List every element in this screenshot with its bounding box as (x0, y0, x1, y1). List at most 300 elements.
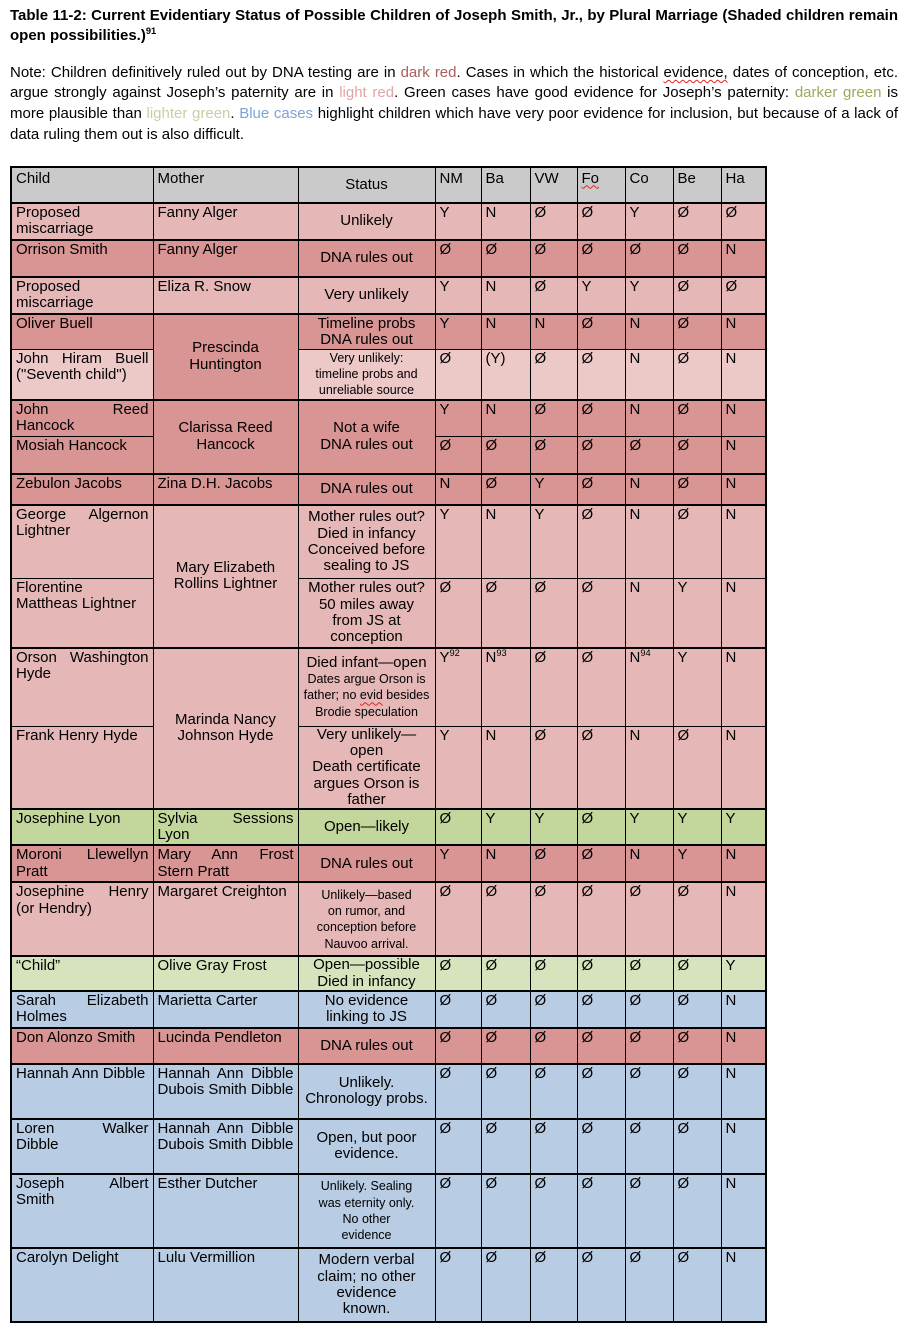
header-cell-vw (530, 167, 577, 203)
value-cell: Ø (673, 1028, 721, 1064)
header-label: NM (439, 169, 463, 187)
value-cell: Y (435, 203, 481, 240)
value-cell: Ø (625, 991, 673, 1028)
child-cell: John Reed Hancock (11, 400, 153, 437)
value-cell: Ø (481, 1248, 530, 1322)
mother-cell: Hannah Ann Dibble Dubois Smith Dibble (153, 1064, 298, 1119)
value-cell: Ø (530, 1248, 577, 1322)
value-cell: Ø (673, 437, 721, 474)
value-cell: Ø (673, 277, 721, 314)
value-cell: Ø (673, 474, 721, 505)
value-cell: N (481, 314, 530, 350)
status-text: Nauvoo arrival. (324, 936, 409, 951)
color-legend-text: lighter green (146, 105, 231, 123)
child-cell: Mosiah Hancock (11, 437, 153, 474)
status-text: No evidence (324, 992, 409, 1010)
status-text: Open—possible (313, 956, 420, 974)
status-text: unreliable source (318, 383, 415, 398)
header-label: Co (629, 169, 649, 187)
mother-cell: Mary Elizabeth Rollins Lightner (153, 505, 298, 648)
value-cell: Y (625, 277, 673, 314)
status-text: was eternity only. (318, 1195, 415, 1210)
value-cell: Ø (481, 882, 530, 956)
status-cell (298, 1064, 435, 1119)
value-cell: Y (530, 809, 577, 845)
value-cell: Ø (435, 350, 481, 400)
status-cell (298, 350, 435, 400)
header-label: Ha (725, 169, 745, 187)
value-cell: Ø (577, 314, 625, 350)
value-cell: Ø (530, 1174, 577, 1248)
child-cell: Moroni Llewellyn Pratt (11, 845, 153, 882)
value-cell: N (721, 1174, 766, 1248)
value-cell: Y (673, 579, 721, 648)
value-cell: N (721, 991, 766, 1028)
status-cell (298, 203, 435, 240)
color-legend-text: darker green (794, 84, 882, 102)
value-cell: Y (625, 203, 673, 240)
status-text: No other (342, 1211, 391, 1226)
value-cell: Ø (577, 727, 625, 809)
status-text: sealing to JS (323, 557, 410, 575)
value-cell: Ø (577, 240, 625, 277)
value-cell: N (721, 474, 766, 505)
value-cell: Ø (435, 1028, 481, 1064)
status-cell (298, 277, 435, 314)
value-cell: Ø (530, 956, 577, 990)
note-text: highlight children which have very poor evidence for inclusion, but because of a lack of data ruling them out is also difficult. (10, 105, 899, 143)
value-cell: N (435, 474, 481, 505)
table-row (11, 1028, 766, 1064)
mother-cell: Fanny Alger (153, 203, 298, 240)
status-text: Open—likely (323, 818, 410, 836)
header-cell-ha (721, 167, 766, 203)
mother-cell: Sylvia Sessions Lyon (153, 809, 298, 845)
value-cell: Ø (530, 1064, 577, 1119)
value-cell: Ø (577, 648, 625, 727)
status-text: Died in infancy (317, 524, 416, 542)
value-cell: Y (530, 505, 577, 579)
value-cell: Y (673, 648, 721, 727)
footnote-marker: 91 (145, 26, 157, 37)
child-cell: Zebulon Jacobs (11, 474, 153, 505)
value-cell: Y (673, 845, 721, 882)
value-cell: Ø (530, 845, 577, 882)
table-row (11, 882, 766, 956)
note-text: dates of conception, etc. argue strongly against Joseph’s paternity are in (10, 63, 898, 102)
header-cell-be (673, 167, 721, 203)
status-text: Conceived before (307, 540, 426, 558)
header-label: Child (16, 169, 51, 187)
status-text: on rumor, and (327, 904, 406, 919)
note-text: . Cases in which the historical (456, 63, 664, 81)
value-cell: Ø (625, 882, 673, 956)
mother-cell: Marinda Nancy Johnson Hyde (153, 648, 298, 809)
value-cell: Ø (481, 1064, 530, 1119)
value-cell: Y (435, 400, 481, 437)
status-text: Death certificate argues Orson is father (312, 758, 421, 808)
status-text: Very unlikely— (316, 726, 417, 744)
mother-cell: Lucinda Pendleton (153, 1028, 298, 1064)
value-cell: Ø (721, 203, 766, 240)
status-text: besides Brodie speculation (315, 688, 430, 719)
table-row (11, 956, 766, 990)
status-text: DNA rules out (320, 248, 413, 266)
value-cell: Ø (577, 882, 625, 956)
table-row (11, 579, 766, 648)
table-row (11, 203, 766, 240)
table-row (11, 845, 766, 882)
value-cell: Ø (577, 505, 625, 579)
value-cell: Y (435, 277, 481, 314)
value-cell: Y (721, 956, 766, 990)
child-cell: Hannah Ann Dibble (11, 1064, 153, 1119)
value-cell: Ø (530, 648, 577, 727)
status-cell (298, 882, 435, 956)
child-cell: “Child” (11, 956, 153, 990)
value-cell: Ø (577, 1119, 625, 1174)
value-cell: Ø (673, 314, 721, 350)
note-text: . Green cases have good evidence for Joseph’s paternity: (394, 84, 795, 102)
header-label: Fo (581, 169, 600, 187)
value-cell: Ø (435, 1064, 481, 1119)
value-cell: N (721, 350, 766, 400)
value-cell: Y (481, 809, 530, 845)
value-cell: Ø (577, 1028, 625, 1064)
value-cell: N (721, 579, 766, 648)
value-cell: Y (577, 277, 625, 314)
status-text: from JS at (332, 611, 401, 629)
value-cell: $N^{94}$ (625, 648, 673, 727)
value-cell: Ø (530, 579, 577, 648)
value-cell: Y (530, 474, 577, 505)
status-text: Very unlikely: (329, 351, 404, 366)
header-cell-ba (481, 167, 530, 203)
header-cell-mother (153, 167, 298, 203)
status-text: timeline probs and (315, 367, 418, 382)
value-cell: Ø (577, 1064, 625, 1119)
value-cell: Ø (673, 727, 721, 809)
value-cell: Ø (625, 1064, 673, 1119)
note-paragraph (10, 63, 898, 146)
status-text: Died in infancy (317, 972, 416, 990)
status-text: Mother rules out? (308, 508, 425, 526)
mother-cell: Esther Dutcher (153, 1174, 298, 1248)
status-text: evidence (336, 1283, 397, 1301)
header-label: Ba (485, 169, 504, 187)
child-cell: Florentine Mattheas Lightner (11, 579, 153, 648)
note-text: is more plausible than (10, 84, 898, 123)
value-cell: Ø (673, 1174, 721, 1248)
value-cell: Ø (435, 579, 481, 648)
evidence-table (10, 166, 767, 1323)
table-row (11, 1174, 766, 1248)
value-cell: N (625, 350, 673, 400)
table-row (11, 1119, 766, 1174)
table-row (11, 648, 766, 727)
value-cell: N (481, 845, 530, 882)
value-cell: Ø (481, 1119, 530, 1174)
spellcheck-flagged-text: evid (359, 688, 383, 703)
value-cell: Ø (435, 1248, 481, 1322)
header-label: Mother (157, 169, 205, 187)
header-row (11, 167, 766, 203)
value-cell: Ø (481, 474, 530, 505)
value-cell: Ø (481, 1174, 530, 1248)
value-cell: Ø (481, 1028, 530, 1064)
page-title: Table 11-2: Current Evidentiary Status of Possible Children of Joseph Smith, Jr., by Plural Marriage (Shaded children remain open possibilities.)$^{91}$ (10, 7, 898, 45)
value-cell: N (721, 1028, 766, 1064)
value-cell: Ø (530, 991, 577, 1028)
value-cell: Y (435, 845, 481, 882)
status-text: evidence. (334, 1145, 399, 1163)
status-cell (298, 400, 435, 474)
mother-cell: Fanny Alger (153, 240, 298, 277)
child-cell: Sarah Elizabeth Holmes (11, 991, 153, 1028)
value-cell: N (721, 314, 766, 350)
status-text: DNA rules out (320, 330, 413, 348)
value-cell: Ø (673, 1248, 721, 1322)
table-row (11, 1064, 766, 1119)
footnote-marker: 94 (640, 647, 651, 658)
child-cell: Carolyn Delight (11, 1248, 153, 1322)
mother-cell: Clarissa Reed Hancock (153, 400, 298, 474)
value-cell: Ø (577, 437, 625, 474)
value-cell: N (625, 400, 673, 437)
value-cell: Ø (435, 991, 481, 1028)
value-cell: Ø (673, 882, 721, 956)
table-row (11, 727, 766, 809)
value-cell: Ø (577, 579, 625, 648)
status-text: 50 miles away (318, 595, 415, 613)
value-cell: N (625, 474, 673, 505)
value-cell: N (625, 845, 673, 882)
value-cell: N (721, 648, 766, 727)
status-text: linking to JS (326, 1008, 407, 1026)
status-text: DNA rules out (320, 480, 413, 497)
color-legend-text: light red (339, 84, 395, 102)
status-text: Open, but poor (316, 1129, 417, 1147)
child-cell: Orson Washington Hyde (11, 648, 153, 727)
value-cell: N (721, 1248, 766, 1322)
table-row (11, 400, 766, 437)
status-text: Not a wife (333, 419, 400, 437)
color-legend-text: Blue cases (239, 105, 314, 123)
status-text: Mother rules out? (308, 579, 425, 597)
value-cell: Y (435, 505, 481, 579)
status-text: claim; no other (317, 1267, 416, 1285)
value-cell: Y (435, 727, 481, 809)
status-text: Very unlikely (324, 285, 409, 303)
status-text: conception (330, 628, 403, 646)
child-cell: Proposed miscarriage (11, 203, 153, 240)
value-cell: N (721, 437, 766, 474)
value-cell: Ø (435, 882, 481, 956)
status-text: evidence (341, 1227, 392, 1242)
value-cell: Ø (577, 809, 625, 845)
status-cell (298, 240, 435, 277)
value-cell: Ø (673, 240, 721, 277)
status-text: open (349, 742, 384, 760)
value-cell: Y (721, 809, 766, 845)
child-cell: Proposed miscarriage (11, 277, 153, 314)
value-cell: Ø (577, 203, 625, 240)
value-cell: Ø (481, 579, 530, 648)
value-cell: N (721, 400, 766, 437)
value-cell: Ø (577, 350, 625, 400)
value-cell: N (625, 579, 673, 648)
value-cell: Ø (530, 1119, 577, 1174)
child-cell: Don Alonzo Smith (11, 1028, 153, 1064)
header-label: Be (677, 169, 696, 187)
table-row (11, 809, 766, 845)
value-cell: Ø (673, 1064, 721, 1119)
child-cell: Frank Henry Hyde (11, 727, 153, 809)
value-cell: Ø (481, 991, 530, 1028)
value-cell: Y (435, 314, 481, 350)
value-cell: Y (625, 809, 673, 845)
value-cell: Ø (577, 845, 625, 882)
value-cell: N (625, 727, 673, 809)
value-cell: Ø (625, 1174, 673, 1248)
mother-cell: Marietta Carter (153, 991, 298, 1028)
value-cell: N (721, 727, 766, 809)
table-row (11, 474, 766, 505)
value-cell: Ø (530, 727, 577, 809)
table-row (11, 277, 766, 314)
child-cell: Orrison Smith (11, 240, 153, 277)
status-text: DNA rules out (320, 435, 413, 453)
value-cell: Ø (481, 437, 530, 474)
status-text: Timeline probs (317, 314, 416, 332)
value-cell: N (530, 314, 577, 350)
value-cell: Ø (435, 240, 481, 277)
header-cell-nm (435, 167, 481, 203)
footnote-marker: 93 (496, 647, 507, 658)
mother-cell: Zina D.H. Jacobs (153, 474, 298, 505)
status-cell (298, 956, 435, 990)
value-cell: Ø (673, 1119, 721, 1174)
status-text: Chronology probs. (305, 1090, 428, 1108)
status-cell (298, 1248, 435, 1322)
mother-cell: Hannah Ann Dibble Dubois Smith Dibble (153, 1119, 298, 1174)
status-text: Unlikely—based (321, 888, 412, 903)
value-cell: Ø (530, 1028, 577, 1064)
status-cell (298, 845, 435, 882)
note-text: Note: Children definitively ruled out by DNA testing are in (10, 63, 401, 81)
table-row (11, 991, 766, 1028)
status-text: DNA rules out (320, 854, 413, 872)
header-label: VW (534, 169, 559, 187)
value-cell: Ø (625, 1248, 673, 1322)
value-cell: Ø (435, 956, 481, 990)
value-cell: N (625, 314, 673, 350)
value-cell: Ø (530, 350, 577, 400)
mother-cell: Mary Ann Frost Stern Pratt (153, 845, 298, 882)
child-cell: Joseph Albert Smith (11, 1174, 153, 1248)
mother-cell: Lulu Vermillion (153, 1248, 298, 1322)
value-cell: Ø (435, 809, 481, 845)
value-cell: N (481, 505, 530, 579)
status-cell (298, 648, 435, 727)
status-text: Unlikely. Sealing (320, 1179, 413, 1194)
value-cell: N (481, 727, 530, 809)
child-cell: Josephine Lyon (11, 809, 153, 845)
note-text: . (230, 105, 240, 123)
value-cell: N (721, 505, 766, 579)
value-cell: Ø (481, 956, 530, 990)
status-cell (298, 809, 435, 845)
status-cell (298, 314, 435, 350)
child-cell: Loren Walker Dibble (11, 1119, 153, 1174)
value-cell: Ø (625, 1119, 673, 1174)
status-text: Modern verbal (318, 1251, 415, 1269)
value-cell: Ø (530, 203, 577, 240)
status-text: Unlikely (340, 211, 393, 229)
value-cell: Ø (530, 400, 577, 437)
child-cell: Oliver Buell (11, 314, 153, 350)
mother-cell: Prescinda Huntington (153, 314, 298, 400)
child-cell: Josephine Henry (or Hendry) (11, 882, 153, 956)
value-cell: Ø (577, 1174, 625, 1248)
table-row (11, 505, 766, 579)
child-cell: George Algernon Lightner (11, 505, 153, 579)
mother-cell: Olive Gray Frost (153, 956, 298, 990)
header-label: Status (345, 176, 388, 194)
value-cell: Ø (673, 956, 721, 990)
header-cell-co (625, 167, 673, 203)
status-cell (298, 1028, 435, 1064)
status-cell (298, 505, 435, 579)
header-cell-child (11, 167, 153, 203)
value-cell: Ø (435, 1119, 481, 1174)
status-cell (298, 1119, 435, 1174)
value-cell: $Y^{92}$ (435, 648, 481, 727)
value-cell: Ø (435, 437, 481, 474)
header-cell-status (298, 167, 435, 203)
value-cell: Ø (577, 991, 625, 1028)
value-cell: N (481, 277, 530, 314)
mother-cell: Margaret Creighton (153, 882, 298, 956)
value-cell: Ø (577, 1248, 625, 1322)
value-cell: Ø (625, 956, 673, 990)
status-text: DNA rules out (320, 1036, 413, 1054)
value-cell: Ø (530, 240, 577, 277)
value-cell: (Y) (481, 350, 530, 400)
value-cell: Ø (481, 240, 530, 277)
value-cell: Ø (673, 400, 721, 437)
child-cell: John Hiram Buell ("Seventh child") (11, 350, 153, 400)
value-cell: Ø (577, 474, 625, 505)
color-legend-text: dark red (400, 63, 457, 81)
value-cell: Ø (673, 505, 721, 579)
status-text: Unlikely. (338, 1074, 395, 1092)
status-text: Dates argue Orson is father; no (303, 672, 426, 703)
value-cell: Ø (435, 1174, 481, 1248)
value-cell: N (721, 1064, 766, 1119)
value-cell: Ø (625, 437, 673, 474)
value-cell: N (625, 505, 673, 579)
value-cell: Ø (530, 277, 577, 314)
table-row (11, 314, 766, 350)
value-cell: Ø (625, 1028, 673, 1064)
value-cell: Ø (577, 400, 625, 437)
status-cell (298, 727, 435, 809)
status-cell (298, 991, 435, 1028)
value-cell: Ø (625, 240, 673, 277)
value-cell: Ø (721, 277, 766, 314)
status-cell (298, 1174, 435, 1248)
